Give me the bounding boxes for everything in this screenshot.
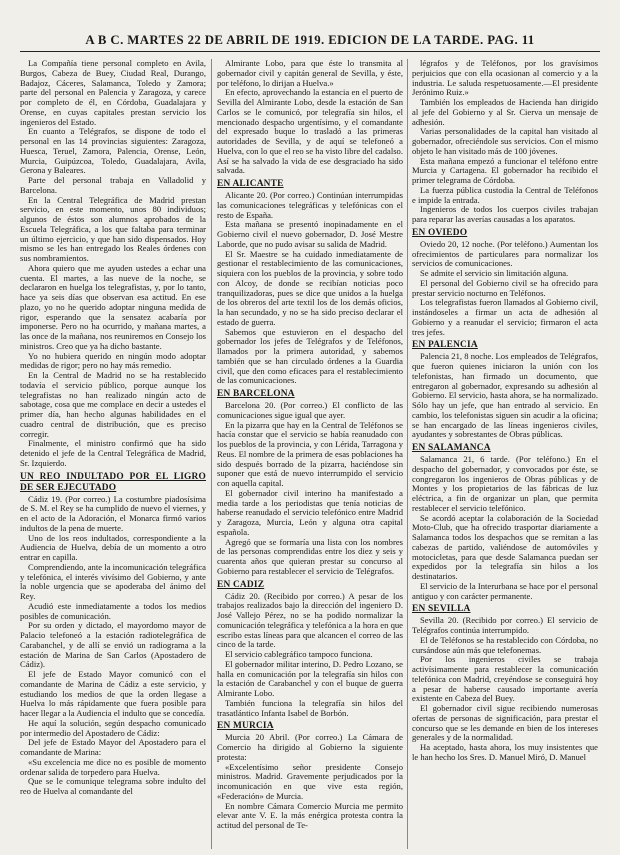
article-paragraph: «Su excelencia me dice no es posible de momento ordenar salida de torpedero para Huelva. — [20, 756, 206, 777]
column-2 — [217, 59, 403, 849]
article-paragraph: Que se le comunique telegrama sobre indulto del reo de Huelva al comandante del — [20, 776, 206, 796]
section-heading: EN PALENCIA — [412, 340, 478, 351]
article-paragraph: En la pizarra que hay en la Central de Teléfonos se hacía constar que el servicio se había reanudado con los pueblos de la provincia, y con Lérida, Tarragona y Reus. El nombre de la primera de esas poblaciones ha sido después borrado de la pizarra, haciéndose sin suponer que está de nuevo interrumpido el servicio con aquella capital. — [217, 419, 403, 488]
article-paragraph: La Compañía tiene personal completo en Avila, Burgos, Cabeza de Buey, Ciudad Real, Durango, Badajoz, Cáceres, Salamanca, Toledo y Zamora; parte del personal en Palencia y Zaragoza, y carece por completo de él, en Córdoba, Guadalajara y Orense, en cuyas capitales prestan servicio los ingenieros del Estado. — [20, 59, 206, 127]
article-paragraph: Se acordó aceptar la colaboración de la Sociedad Moto-Club, que ha ofrecido trasportar diariamente a Salamanca todos los despachos que se remitan a las cabezas de partido, valiéndose de automóviles y motocicletas, para que desde Salamanca puedan ser expedidos por la telegrafía sin hilos a los destinatarios. — [412, 512, 598, 581]
article-paragraph: Esta mañana empezó a funcionar el teléfono entre Murcia y Cartagena. El gobernador ha recibido el primer telegrama de Córdoba. — [412, 155, 598, 185]
section-heading: EN SALAMANCA — [412, 443, 491, 453]
section-heading: UN REO INDULTADO POR EL LIGRO DE SER EJECUTADO — [20, 471, 206, 493]
section-heading: EN ALICANTE — [217, 179, 284, 189]
article-paragraph: «Excelentísimo señor presidente Consejo ministros. Madrid. Gravemente perjudicados por la incomunicación en que vive esta región, «Federación» de Murcia. — [217, 761, 403, 801]
article-paragraph: Acudió este inmediatamente a todos los medios posibles de comunicación. — [20, 600, 206, 621]
article-paragraph: En la Central de Madrid no se ha restablecido todavía el servicio público, porque aunque los telegrafistas no han realizado ningún acto de sabotage, cosa que me complace en decir a ustedes el primer día, han hecho algunas habilidades en el cuadro central de distribución, que es preciso corregir. — [20, 370, 206, 439]
article-paragraph: Sabemos que estuvieron en el despacho del gobernador los jefes de Telégrafos y de Teléfonos, llamados por la primera autoridad, y sabemos también que se han circulado órdenes a la Guardia civil, que den como eficaces para el restablecimiento de las comunicaciones. — [217, 326, 403, 386]
column-divider-1 — [211, 59, 212, 849]
article-paragraph: El de Teléfonos se ha restablecido con Córdoba, no cursándose aún más que telefonemas. — [412, 634, 598, 655]
article-paragraph: Almirante Lobo, para que éste lo transmita al gobernador civil y capitán general de Sevilla, y éste, por teléfono, lo dirijan a Huelva.» — [217, 59, 403, 88]
article-paragraph: Se admite el servicio sin limitación alguna. — [420, 268, 569, 278]
article-paragraph: El servicio de la Interurbana se hace por el personal antiguo y con carácter permanente. — [412, 580, 598, 601]
article-paragraph: Cádiz 19. (Por correo.) La costumbre piadosísima de S. M. el Rey se ha cumplido de nuevo el viernes, y en el acto de la Adoración, el Monarca firmó varios indultos de la pena de muerte. — [20, 493, 206, 533]
column-divider-2 — [407, 59, 408, 849]
article-paragraph: Cádiz 20. (Recibido por correo.) A pesar de los trabajos realizados bajo la dirección del ingeniero D. José Vallejo Pérez, no se ha podido normalizar la comunicación telegráfica y telefónica a la hora en que escribo estas líneas para que alcancen el correo de las cinco de la tarde. — [217, 590, 403, 650]
article-paragraph: El servicio cablegráfico tampoco funciona. — [225, 649, 373, 659]
article-paragraph: Los telegrafistas fueron llamados al Gobierno civil, instándoseles a firmar un acta de adhesión al Gobierno y a reanudar el servicio; firmaron el acta tres jefes. — [412, 297, 598, 337]
article-paragraph: Murcia 20 Abril. (Por correo.) La Cámara de Comercio ha dirigido al Gobierno la siguiente protesta: — [217, 732, 403, 762]
header-rule — [20, 51, 600, 52]
article-paragraph: En la Central Telegráfica de Madrid prestan servicio, en este momento, unos 80 individuos; algunos de éstos son alumnos aprobados de la Escuela Telegráfica, a los que faltaba para terminar un último ejercicio, y que han sido dispensados. Hoy mismo se les han entregado los Reales órdenes con sus nombramientos. — [20, 194, 206, 263]
section-heading: EN SEVILLA — [412, 604, 471, 615]
article-paragraph: También los empleados de Hacienda han dirigido al jefe del Gobierno y al Sr. Cierva un mensaje de adhesión. — [412, 97, 598, 127]
article-paragraph: Barcelona 20. (Por correo.) El conflicto de las comunicaciones sigue igual que ayer. — [217, 400, 403, 420]
article-paragraph: Comprendiendo, ante la incomunicación telegráfica y telefónica, el interés vivísimo del Gobierno, y ante la noble urgencia que se apoderaba del ánimo del Rey. — [20, 561, 206, 601]
section-heading: EN MURCIA — [217, 721, 274, 732]
article-paragraph: Sevilla 20. (Recibido por correo.) El servicio de Telégrafos continúa interrumpido. — [412, 615, 598, 635]
article-paragraph: En efecto, aprovechando la estancia en el puerto de Sevilla del Almirante Lobo, desde la estación de San Carlos se le comunicó, por telegrafía sin hilos, el mencionado despacho urgentísimo, y el comandante del expresado buque lo trasladó a las primeras autoridades de Sevilla, y de aquí se telefoneó a Huelva, con lo que el reo se ha visto libre del cadalso. Así se ha salvado la vida de ese desgraciado ha sido salvada. — [217, 87, 403, 176]
article-paragraph: Ingenieros de todos los cuerpos civiles trabajan para reparar las averías causadas a los aparatos. — [412, 204, 598, 224]
column-1 — [20, 59, 206, 849]
article-paragraph: He aquí la solución, según despacho comunicado por intermedio del Apostadero de Cádiz: — [20, 717, 206, 738]
article-paragraph: Por los ingenieros civiles se trabaja activísimamente para restablecer la comunicación telefónica con Madrid, creyéndose se conseguirá hoy a pesar de haberse causado importante avería existente en Cabeza del Buey. — [412, 654, 598, 704]
article-paragraph: Finalmente, el ministro confirmó que ha sido detenido el jefe de la Central Telegráfica de Madrid, Sr. Izquierdo. — [20, 438, 206, 468]
section-heading: EN CADIZ — [217, 579, 265, 590]
article-paragraph: Parte del personal trabaja en Valladolid y Barcelona. — [20, 175, 206, 195]
article-paragraph: légrafos y de Teléfonos, por los gravísimos perjuicios que con ella ocasionan al comercio y a la industria. Le saluda respetuosamente.—El presidente Jerónimo Ruiz.» — [412, 59, 598, 98]
article-paragraph: El gobernador civil interino ha manifestado a media tarde a los periodistas que tenía noticias de haberse reanudado el servicio telefónico entre Madrid y Zaragoza, Murcia, León y alguna otra capital española. — [217, 487, 403, 537]
section-heading: EN OVIEDO — [412, 227, 468, 238]
article-paragraph: Varias personalidades de la capital han visitado al gobernador, ofreciéndole sus servicios. Con el mismo objeto le han visitado más de 100 jóvenes. — [412, 126, 598, 156]
article-paragraph: Alicante 20. (Por correo.) Continúan interrumpidas las comunicaciones telegráficas y telefónicas con el resto de España. — [217, 190, 403, 220]
article-paragraph: Oviedo 20, 12 noche. (Por teléfono.) Aumentan los ofrecimientos de particulares para normalizar los servicios de comunicaciones. — [412, 238, 598, 269]
article-paragraph: Yo no hubiera querido en ningún modo adoptar medidas de rigor; pero no hay más remedio. — [20, 350, 206, 371]
article-paragraph: El jefe de Estado Mayor comunicó con el comandante de Marina de Cádiz a este servicio, y estudiando los medios de que la orden llegase a Huelva lo más rápidamente que fuera posible para hacer llegar a la Audiencia el indulto que se concedía. — [20, 669, 206, 718]
article-paragraph: El gobernador militar interino, D. Pedro Lozano, se halla en comunicación por la telegrafía sin hilos con la estación de Carabanchel y con el buque de guerra Almirante Lobo. — [217, 658, 403, 698]
article-paragraph: El Sr. Maestre se ha cuidado inmediatamente de gestionar el restablecimiento de las comunicaciones, siquiera con los pueblos de la provincia, y sobre todo con Alcoy, de donde se recibían noticias poco tranquilizadoras, pues se dice que unidos a la huelga de los obreros del arte textil los de los demás oficios, la han secundado, y no se ha sido preciso declarar el estado de guerra. — [217, 248, 403, 327]
article-paragraph: El personal del Gobierno civil se ha ofrecido para prestar servicio nocturno en Teléfonos. — [412, 277, 598, 298]
article-paragraph: Esta mañana se presentó inopinadamente en el Gobierno civil el nuevo gobernador, D. José Mestre Laborde, que no pudo avisar su salida de Madrid. — [217, 219, 403, 249]
article-paragraph: En nombre Cámara Comercio Murcia me permito elevar ante V. E. la más enérgica protesta contra la actitud del personal de Te- — [217, 800, 403, 830]
article-paragraph: Ahora quiero que me ayuden ustedes a echar una cuenta. El martes, a las nueve de la noche, se declararon en huelga los telegrafistas, y, por lo tanto, hace ya seis días que observan esa actitud. En ese plazo, yo no he querido adoptar ninguna medida de rigor, esperando que la sensatez acabaría por imponerse. Pero no ha ocurrido, y mañana martes, a las once de la mañana, nos reuniremos en Consejo los ministros. Creo que ya ha dicho bastante. — [20, 262, 206, 351]
article-paragraph: Ha aceptado, hasta ahora, los muy insistentes que le han hecho los Sres. D. Manuel Miró, D. Manuel — [412, 742, 598, 762]
article-paragraph: En cuanto a Telégrafos, se dispone de todo el personal en las 14 provincias siguientes: Zaragoza, Huesca, Teruel, Zamora, Palencia, Orense, León, Murcia, Guipúzcoa, Toledo, Guadalajara, Avila, Gerona y Baleares. — [20, 126, 206, 176]
column-3 — [412, 59, 598, 849]
section-heading: EN BARCELONA — [217, 389, 295, 399]
article-paragraph: Uno de los reos indultados, correspondiente a la Audiencia de Huelva, debía de un momento a otro entrar en capilla. — [20, 532, 206, 562]
article-paragraph: Por su orden y dictado, el mayordomo mayor de Palacio telefoneó a la estación radiotelegráfica de Carabanchel, y de allí se envió un radiograma a la estación de Marina de San Carlos (Apostadero de Cádiz). — [20, 620, 206, 670]
article-paragraph: Salamanca 21, 6 tarde. (Por teléfono.) En el despacho del gobernador, y convocados por éste, se congregaron los ingenieros de Obras públicas y de Montes y los propietarios de las fábricas de luz eléctrica, a fin de organizar un plan, que permita restablecer el servicio telefónico. — [412, 454, 598, 513]
article-paragraph: Agregó que se formaría una lista con los nombres de las personas comprendidas entre los diez y seis y cuarenta años que quieran prestar su concurso al Gobierno para restablecer el servicio de Telégrafos. — [217, 536, 403, 576]
article-paragraph: Palencia 21, 8 noche. Los empleados de Telégrafos, que fueron quienes iniciaron la unión con los telefonistas, han firmado un documento, que entregaron al gobernador, expresando su adhesión al Gobierno. El servicio, hasta ahora, se ha normalizado. Sólo hay un jefe, que han entrado al servicio. En cambio, los telefonistas siguen sin acudir a la oficina; se han encargado de las líneas ingenieros civiles, ayudantes y sobrestantes de Obras públicas. — [412, 351, 598, 440]
article-paragraph: El gobernador civil sigue recibiendo numerosas ofertas de personas de significación, para prestar el concurso que se les demande en bien de los intereses generales y de la normalidad. — [412, 703, 598, 743]
article-paragraph: Del jefe de Estado Mayor del Apostadero para el comandante de Marina: — [20, 737, 206, 757]
page-header: A B C. MARTES 22 DE ABRIL DE 1919. EDICION DE LA TARDE. PAG. 11 — [85, 33, 535, 47]
article-paragraph: La fuerza pública custodia la Central de Teléfonos e impide la entrada. — [412, 184, 598, 205]
article-paragraph: También funciona la telegrafía sin hilos del trasatlántico Infanta Isabel de Borbón. — [217, 697, 403, 718]
